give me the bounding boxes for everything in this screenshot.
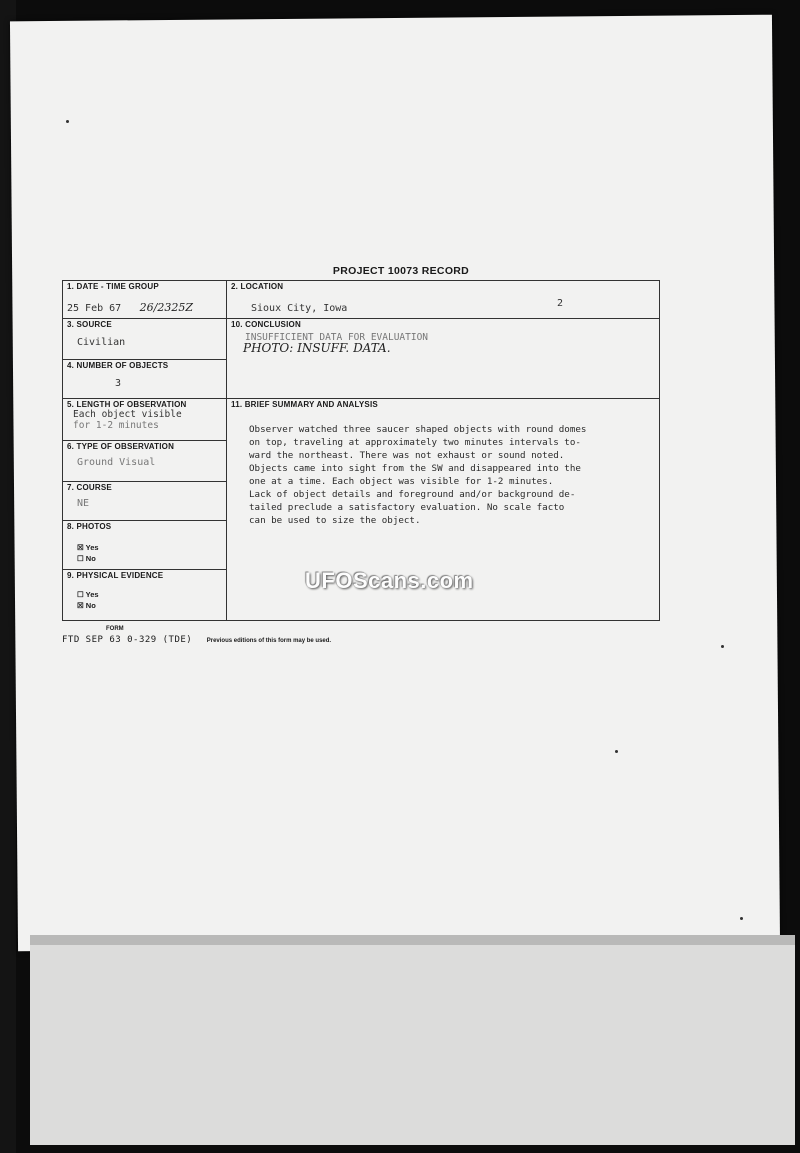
- photos-yes-checkbox: ☒ Yes: [77, 543, 99, 552]
- watermark-text: UFOScans.com: [305, 568, 474, 593]
- footer-previous-editions: Previous editions of this form may be used.: [206, 638, 332, 644]
- evidence-no-checkbox: ☒ No: [77, 601, 96, 610]
- type-value: Ground Visual: [77, 457, 156, 468]
- location-mark: 2: [557, 298, 564, 309]
- conclusion-handwritten: PHOTO: INSUFF. DATA.: [243, 341, 391, 355]
- footer-form-code: FTD SEP 63 0-329 (TDE): [62, 635, 193, 645]
- length-value-line2: for 1-2 minutes: [73, 420, 159, 431]
- summary-line: Observer watched three saucer shaped objects with round domes: [249, 424, 587, 435]
- location-label: 2. LOCATION: [231, 282, 284, 291]
- scan-speck: [721, 645, 724, 648]
- objects-value: 3: [115, 378, 122, 389]
- form-footer: [62, 626, 682, 645]
- summary-line: tailed preclude a satisfactory evaluation. No scale facto: [249, 502, 565, 513]
- summary-line: Lack of object details and foreground and/or background de-: [249, 489, 576, 500]
- scan-speck: [615, 750, 618, 753]
- form-title: PROJECT 10073 RECORD: [332, 265, 470, 277]
- course-label: 7. COURSE: [67, 483, 112, 492]
- photos-label: 8. PHOTOS: [67, 522, 112, 531]
- conclusion-typed: INSUFFICIENT DATA FOR EVALUATION: [245, 332, 429, 343]
- source-objects-cell: [63, 319, 227, 399]
- footer-form-word: FORM: [106, 626, 124, 632]
- summary-label: 11. BRIEF SUMMARY AND ANALYSIS: [231, 400, 378, 409]
- evidence-yes-checkbox: ☐ Yes: [77, 590, 99, 599]
- time-value: 26/2325Z: [139, 301, 193, 314]
- location-value: Sioux City, Iowa: [251, 303, 348, 314]
- objects-label: 4. NUMBER OF OBJECTS: [67, 361, 169, 370]
- location-cell: [227, 281, 660, 319]
- conclusion-cell: [227, 319, 660, 399]
- summary-line: ward the northeast. There was not exhaust or sound noted.: [249, 450, 565, 461]
- date-time-label: 1. DATE - TIME GROUP: [67, 282, 159, 291]
- summary-line: on top, traveling at approximately two minutes intervals to-: [249, 437, 581, 448]
- summary-line: can be used to size the object.: [249, 515, 421, 526]
- evidence-label: 9. PHYSICAL EVIDENCE: [67, 571, 164, 580]
- source-label: 3. SOURCE: [67, 320, 112, 329]
- summary-text: [231, 423, 655, 527]
- sheet-shadow-strip: [30, 935, 795, 945]
- underlying-sheet: [30, 935, 795, 1145]
- type-label: 6. TYPE OF OBSERVATION: [67, 442, 175, 451]
- summary-line: one at a time. Each object was visible for 1-2 minutes.: [249, 476, 554, 487]
- source-value: Civilian: [77, 337, 126, 348]
- scan-speck: [66, 120, 69, 123]
- photos-no-checkbox: ☐ No: [77, 554, 96, 563]
- length-label: 5. LENGTH OF OBSERVATION: [67, 400, 187, 409]
- left-column-cell: [63, 399, 227, 621]
- length-value-line1: Each object visible: [73, 409, 182, 420]
- scan-speck: [740, 917, 743, 920]
- course-value: NE: [77, 498, 90, 509]
- date-value: 25 Feb 67: [67, 303, 122, 314]
- conclusion-label: 10. CONCLUSION: [231, 320, 301, 329]
- summary-line: Objects came into sight from the SW and disappeared into the: [249, 463, 581, 474]
- date-time-cell: [63, 281, 227, 319]
